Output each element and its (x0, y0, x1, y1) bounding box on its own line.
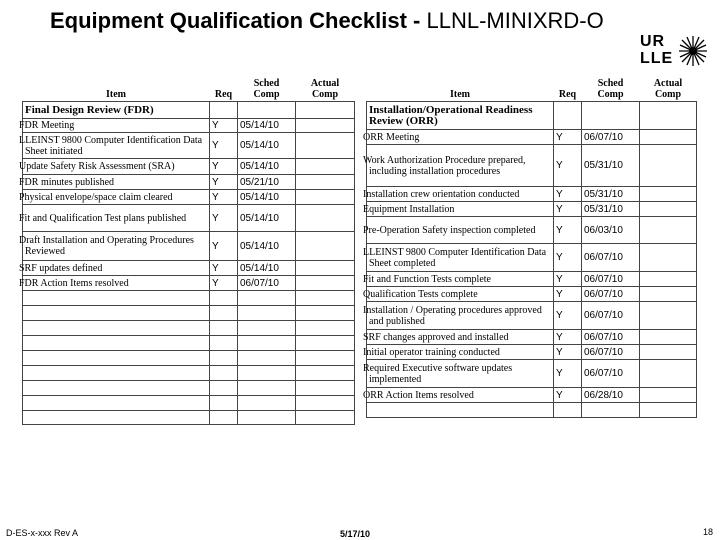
starburst-icon (678, 35, 708, 67)
page-title (50, 8, 604, 34)
footer-doc-id: D-ES-x-xxx Rev A (6, 528, 79, 538)
empty-row (23, 396, 355, 411)
table-row: Installation crew orientation conducted Y 05/31/10 (367, 187, 697, 202)
empty-row (23, 366, 355, 381)
table-row: LLEINST 9800 Computer Identification Data Sheet completed Y 06/07/10 (367, 244, 697, 272)
table-row: Initial operator training conducted Y 06/07/10 (367, 345, 697, 360)
table-row: Work Authorization Procedure prepared, including installation procedures Y 05/31/10 (367, 145, 697, 187)
table-row: FDR Meeting Y 05/14/10 (23, 119, 355, 133)
title-main: Equipment Qualification Checklist - (50, 8, 427, 33)
table-row: ORR Action Items resolved Y 06/28/10 (367, 388, 697, 403)
table-row: Draft Installation and Operating Procedures Reviewed Y 05/14/10 (23, 232, 355, 261)
ur-lle-logo (640, 34, 710, 70)
section-title: Final Design Review (FDR) (23, 102, 210, 119)
col-sched-header: Sched Comp (253, 78, 280, 100)
table-row: Physical envelope/space claim cleared Y 05/14/10 (23, 190, 355, 205)
table-row: ORR Meeting Y 06/07/10 (367, 130, 697, 145)
col-sched-header: Sched Comp (597, 78, 624, 100)
col-req-header: Req (214, 89, 233, 100)
table-row: Fit and Qualification Test plans published Y 05/14/10 (23, 205, 355, 232)
col-item-header: Item (106, 89, 126, 100)
table-row: Fit and Function Tests complete Y 06/07/10 (367, 272, 697, 287)
empty-row (23, 291, 355, 306)
empty-row (23, 336, 355, 351)
fdr-checklist-table (19, 76, 355, 425)
footer-date: 5/17/10 (340, 529, 371, 539)
empty-row (23, 321, 355, 336)
empty-row (367, 403, 697, 418)
table-row: FDR minutes published Y 05/21/10 (23, 175, 355, 190)
col-req-header: Req (558, 89, 577, 100)
empty-row (23, 381, 355, 396)
col-actual-header: Actual Comp (310, 78, 340, 100)
col-item-header: Item (450, 89, 470, 100)
orr-checklist-table (363, 76, 697, 418)
table-row: SRF updates defined Y 05/14/10 (23, 261, 355, 276)
table-row: Update Safety Risk Assessment (SRA) Y 05/14/10 (23, 159, 355, 175)
table-row: Required Executive software updates implemented Y 06/07/10 (367, 360, 697, 388)
logo-line-1: UR (640, 33, 666, 50)
title-project: LLNL-MINIXRD-O (426, 8, 604, 33)
table-row: FDR Action Items resolved Y 06/07/10 (23, 276, 355, 291)
section-title: Installation/Operational Readiness Review (ORR) (367, 102, 554, 130)
col-actual-header: Actual Comp (653, 78, 683, 100)
table-row: Equipment Installation Y 05/31/10 (367, 202, 697, 217)
table-row: Pre-Operation Safety inspection completed Y 06/03/10 (367, 217, 697, 244)
logo-line-2: LLE (640, 50, 674, 67)
table-row: LLEINST 9800 Computer Identification Data Sheet initiated Y 05/14/10 (23, 133, 355, 159)
table-row: SRF changes approved and installed Y 06/07/10 (367, 330, 697, 345)
empty-row (23, 351, 355, 366)
empty-row (23, 306, 355, 321)
empty-row (23, 411, 355, 425)
footer-page-number: 18 (703, 527, 714, 537)
table-row: Installation / Operating procedures approved and published Y 06/07/10 (367, 302, 697, 330)
table-row: Qualification Tests complete Y 06/07/10 (367, 287, 697, 302)
